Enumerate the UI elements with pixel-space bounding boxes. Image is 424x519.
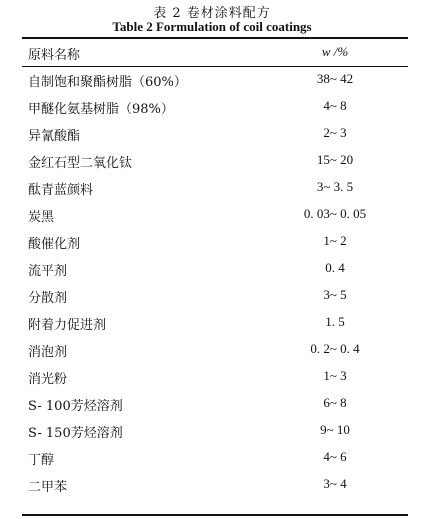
mass-fraction: 1. 5 [325,314,345,329]
table-row [0,310,424,337]
mass-fraction: 0. 03~ 0. 05 [303,206,367,221]
material-name: 消光粉 [28,372,68,387]
mass-fraction: 0. 4 [325,260,345,275]
material-name: S- 150芳烃溶剂 [28,426,123,441]
material-name: 甲醚化氨基树脂（98%） [28,102,174,117]
table-row [0,418,424,445]
mass-fraction: 0. 2~ 0. 4 [310,341,360,356]
material-name: S- 100芳烃溶剂 [28,399,123,414]
mass-fraction: 4~ 6 [323,449,347,464]
mass-fraction: 1~ 2 [323,233,347,248]
table-row [0,337,424,364]
mass-fraction: 9~ 10 [320,422,350,437]
mass-fraction: 6~ 8 [323,395,347,410]
mass-fraction: 3~ 3. 5 [316,179,354,194]
header-mass-fraction: w /% [321,44,349,59]
material-name: 附着力促进剂 [28,318,107,333]
material-name: 酸催化剂 [28,237,81,252]
table-row [0,175,424,202]
table-row [0,67,424,94]
table-row [0,283,424,310]
table-row [0,256,424,283]
table-top-rule [22,37,408,39]
table-row [0,94,424,121]
table-row [0,202,424,229]
material-name: 异氰酸酯 [28,129,81,144]
table-row [0,445,424,472]
table-row [0,229,424,256]
material-name: 自制饱和聚酯树脂（60%） [28,75,187,90]
mass-fraction: 3~ 4 [323,476,347,491]
mass-fraction: 38~ 42 [316,71,354,86]
mass-fraction: 1~ 3 [323,368,347,383]
material-name: 分散剂 [28,291,68,306]
table-caption-english: Table 2 Formulation of coil coatings [112,19,312,34]
material-name: 炭黑 [28,210,55,225]
mass-fraction: 3~ 5 [323,287,347,302]
material-name: 丁醇 [28,453,55,468]
header-material-name: 原料名称 [28,48,81,63]
mass-fraction: 2~ 3 [323,125,347,140]
material-name: 消泡剂 [28,345,68,360]
material-name: 酞青蓝颜料 [28,183,94,198]
table-caption-chinese: 表 2 卷材涂料配方 [153,6,271,21]
table-row [0,148,424,175]
table-row [0,364,424,391]
material-name: 金红石型二氧化钛 [28,156,133,171]
mass-fraction: 4~ 8 [323,98,347,113]
material-name: 二甲苯 [28,480,68,495]
table-bottom-rule [22,514,408,516]
table-header-row [0,40,424,67]
material-name: 流平剂 [28,264,68,279]
mass-fraction: 15~ 20 [316,152,354,167]
table-row [0,121,424,148]
table-row [0,391,424,418]
table-row [0,472,424,499]
